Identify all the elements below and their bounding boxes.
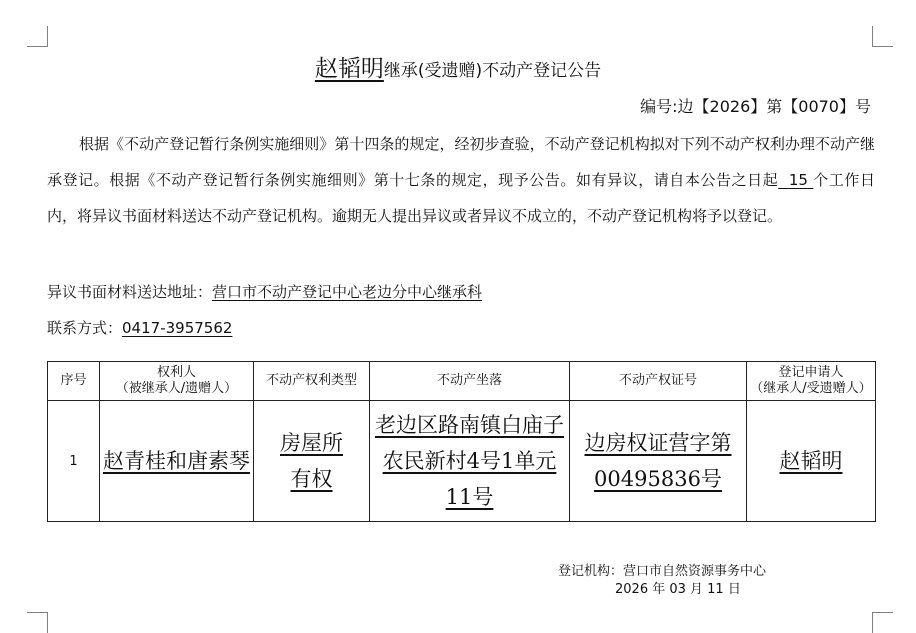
header-seq: 序号	[48, 362, 100, 401]
crop-mark-bottom-left	[27, 612, 48, 633]
holder-value: 赵青桂和唐素琴	[103, 449, 250, 473]
header-cert: 不动产权证号	[570, 362, 747, 401]
table-row	[48, 401, 876, 522]
notice-paragraph	[47, 126, 875, 234]
location-value: 老边区路南镇白庙子农民新村4号1单元11号	[375, 413, 564, 509]
contact-value: 0417-3957562	[122, 319, 233, 337]
address-label: 异议书面材料送达地址：	[47, 283, 213, 301]
cert-value: 边房权证营字第00495836号	[584, 431, 732, 491]
contact-line	[47, 317, 232, 338]
header-right-type: 不动产权利类型	[254, 362, 370, 401]
header-holder-line2: （被继承人/遗赠人）	[115, 381, 238, 396]
cell-cert	[570, 401, 747, 522]
cell-holder	[100, 401, 254, 522]
header-location: 不动产坐落	[370, 362, 570, 401]
cell-location	[370, 401, 570, 522]
address-line	[47, 281, 482, 302]
header-applicant	[747, 362, 876, 401]
crop-mark-top-right	[872, 26, 893, 47]
document-number: 编号:边【2026】第【0070】号	[640, 97, 871, 116]
paragraph-text-2: 个工作日内，将异议书面材料送达不动产登记机构。逾期无人提出异议或者异议不成立的，不动产登记机构将予以登记。	[47, 171, 875, 225]
registration-table	[47, 361, 876, 522]
right-type-value: 房屋所有权	[280, 431, 343, 491]
table-header-row	[48, 362, 876, 401]
registration-agency: 登记机构：营口市自然资源事务中心	[558, 564, 767, 579]
applicant-value: 赵韬明	[779, 449, 843, 473]
header-holder-line1: 权利人	[156, 365, 196, 380]
title-text: 继承(受遗赠)不动产登记公告	[383, 61, 602, 81]
address-value: 营口市不动产登记中心老边分中心继承科	[212, 283, 483, 301]
header-applicant-line1: 登记申请人	[778, 365, 844, 380]
crop-mark-bottom-right	[872, 612, 893, 633]
cell-seq: 1	[48, 401, 100, 522]
notice-title	[0, 50, 916, 83]
header-applicant-line2: （继承人/受遗赠人）	[750, 381, 872, 396]
notice-body	[47, 126, 875, 234]
cell-applicant	[747, 401, 876, 522]
notice-date: 2026 年 03 月 11 日	[615, 582, 741, 597]
objection-days-value: 15	[788, 171, 808, 189]
cell-right-type	[254, 401, 370, 522]
crop-mark-top-left	[27, 26, 48, 47]
contact-label: 联系方式：	[47, 319, 123, 337]
applicant-name: 赵韬明	[314, 56, 384, 82]
header-holder	[100, 362, 254, 401]
paragraph-text-1: 根据《不动产登记暂行条例实施细则》第十四条的规定，经初步查验，不动产登记机构拟对下列不动产权利办理不动产继承登记。根据《不动产登记暂行条例实施细则》第十七条的规定，现予公告。如有异议，请自本公告之日起	[47, 135, 875, 189]
objection-days	[778, 171, 813, 189]
